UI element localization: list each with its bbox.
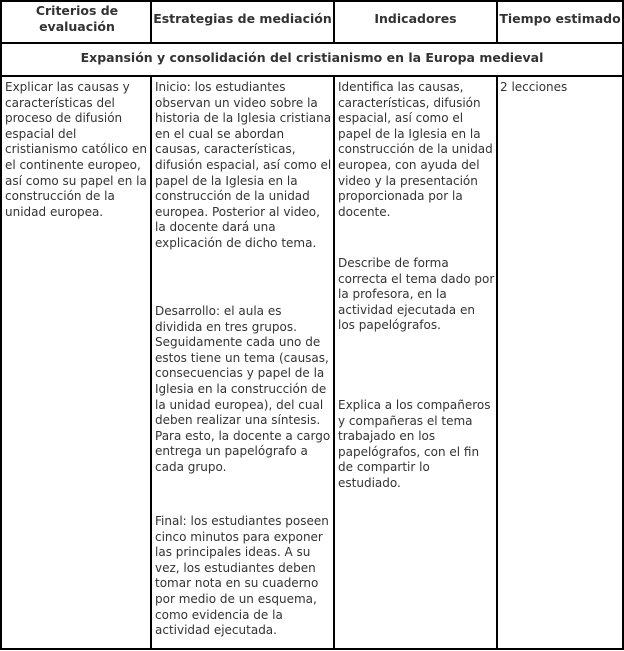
indicador-2: Describe de forma correcta el tema dado por la profesora, en la actividad ejecutada en los papelógrafos. <box>338 256 495 333</box>
col-divider-1-body <box>150 76 152 649</box>
col-divider-2-body <box>333 76 335 649</box>
estrategia-inicio: Inicio: los estudiantes observan un video sobre la historia de la Iglesia cristiana en el cual se abordan causas, características, difusión espacial, así como el papel de la Iglesia en la construcción de la unidad europea. Posterior al video, la docente dará una explicación de dicho tema. <box>155 80 332 250</box>
header-criterios: Criterios de evaluación <box>35 3 119 34</box>
header-estrategias: Estrategias de mediación <box>153 11 332 26</box>
table-border-left <box>0 0 2 650</box>
header-tiempo: Tiempo estimado <box>499 11 621 26</box>
table-border-bottom <box>0 648 624 650</box>
indicador-1: Identifica las causas, características, difusión espacial, así como el papel de la Iglesia en la construcción de la unidad europea, con ayuda del video y la presentación proporcionada por la docente. <box>338 80 493 219</box>
estrategia-desarrollo: Desarrollo: el aula es dividida en tres grupos. Seguidamente cada uno de estos tiene un tema (causas, consecuencias y papel de la Iglesia en la construcción de la unidad europea), del cual deben realizar una síntesis. Para esto, la docente a cargo entrega un papelógrafo a cada grupo. <box>155 304 331 474</box>
tiempo-text: 2 lecciones <box>500 80 568 94</box>
estrategia-final: Final: los estudiantes poseen cinco minutos para exponer las principales ideas. A su vez, los estudiantes deben tomar nota en su cuaderno por medio de un esquema, como evidencia de la actividad ejecutada. <box>155 514 329 638</box>
criterios-text: Explicar las causas y características del proceso de difusión espacial del cristianismo católico en el continente europeo, así como su papel en la construcción de la unidad europea. <box>5 80 147 219</box>
indicador-3: Explica a los compañeros y compañeras el tema trabajado en los papelógrafos, con el fin de compartir lo estudiado. <box>338 398 491 490</box>
section-divider <box>0 75 624 77</box>
table-border-top <box>0 0 624 2</box>
header-indicadores: Indicadores <box>374 11 457 26</box>
col-divider-3-body <box>496 76 498 649</box>
header-divider <box>0 42 624 44</box>
section-title: Expansión y consolidación del cristianismo en la Europa medieval <box>80 50 544 65</box>
